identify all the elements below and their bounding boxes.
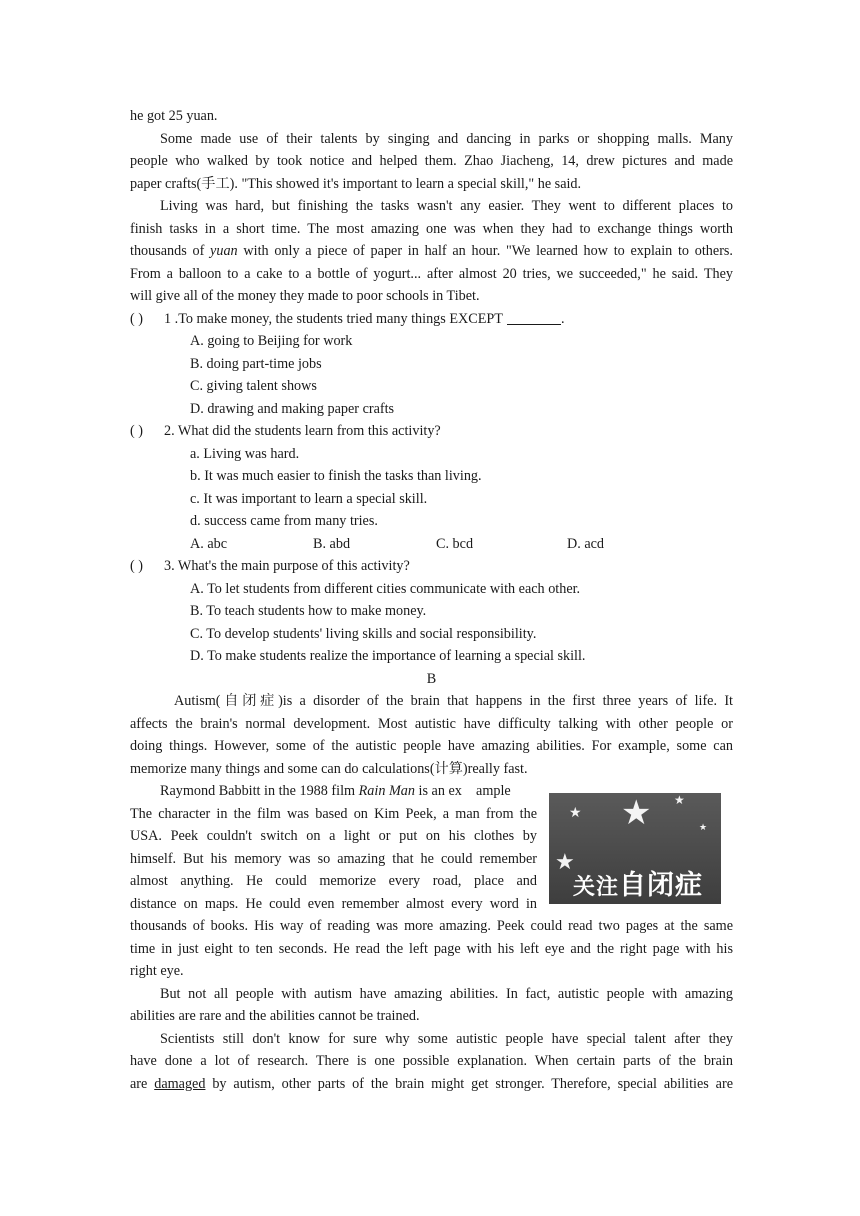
passage-b-line: time in just eight to ten seconds. He read the left page with his left eye and the right page with his <box>130 940 733 957</box>
passage-a-line: Living was hard, but finishing the tasks wasn't any easier. They went to different places to <box>160 198 733 214</box>
q3-option-a: A. To let students from different cities communicate with each other. <box>190 580 581 597</box>
passage-b-line: But not all people with autism have amazing abilities. In fact, autistic people with amazing <box>160 985 733 1002</box>
underlined-word: damaged <box>154 1075 206 1092</box>
passage-a-line: thousands of yuan with only a piece of paper in half an hour. "We learned how to explain to others. <box>130 243 733 259</box>
answer-blank-q1[interactable]: ( ) <box>130 310 143 327</box>
q1-option-a: A. going to Beijing for work <box>190 333 353 349</box>
q2-choice-b: B. abd <box>313 535 351 552</box>
q2-choices <box>130 533 733 556</box>
passage-a-line: he got 25 yuan. <box>130 108 218 124</box>
q2-statement-b: b. It was much easier to finish the tasks than living. <box>190 468 482 484</box>
star-icon: ★ <box>555 849 575 874</box>
q3-option-c: C. To develop students' living skills and social responsibility. <box>190 625 537 642</box>
passage-a-line: will give all of the money they made to poor schools in Tibet. <box>130 288 480 304</box>
passage-b-line: abilities are rare and the abilities cannot be trained. <box>130 1008 420 1024</box>
q3-option-d: D. To make students realize the importance of learning a special skill. <box>190 648 586 664</box>
passage-a-line: paper crafts(手工). "This showed it's important to learn a special skill," he said. <box>130 175 582 192</box>
q2-choice-c: C. bcd <box>436 535 474 552</box>
answer-blank-q2[interactable]: ( ) <box>130 423 143 439</box>
q1-option-c: C. giving talent shows <box>190 378 317 394</box>
passage-b-line: USA. Peek couldn't switch on a light or put on his clothes by <box>130 828 537 844</box>
q2-statement-c: c. It was important to learn a special skill. <box>190 490 428 507</box>
passage-b-line: himself. But his memory was so amazing that he could remember <box>130 850 537 867</box>
q1-option-b: B. doing part-time jobs <box>190 355 322 372</box>
star-icon: ★ <box>621 795 652 832</box>
q3-option-b: B. To teach students how to make money. <box>190 603 427 619</box>
fill-blank-line <box>507 310 561 325</box>
passage-b-line: doing things. However, some of the autistic people have amazing abilities. For example, some can <box>130 738 733 754</box>
passage-b-line: memorize many things and some can do calculations(计算)really fast. <box>130 760 528 777</box>
q2-statement-a: a. Living was hard. <box>190 445 300 462</box>
passage-b-line: are damaged by autism, other parts of the brain might get stronger. Therefore, special abilities are <box>130 1075 734 1092</box>
passage-b-line: Scientists still don't know for sure why some autistic people have special talent after they <box>160 1030 733 1047</box>
passage-b-line: have done a lot of research. There is one possible explanation. When certain parts of the brain <box>130 1053 733 1069</box>
question-2-stem: ( ) 2. What did the students learn from this activity? <box>130 420 733 443</box>
answer-blank-q3[interactable]: ( ) <box>130 558 143 574</box>
passage-b-line: thousands of books. His way of reading was more amazing. Peek could read two pages at the same <box>130 918 733 934</box>
passage-b-line: affects the brain's normal development. Most autistic have difficulty talking with other people or <box>130 715 733 732</box>
image-caption: 关注自闭症 <box>573 870 704 901</box>
passage-b-line: Raymond Babbitt in the 1988 film Rain Man is an ex ample <box>160 783 511 799</box>
passage-b-line: distance on maps. He could even remember almost every word in <box>130 895 537 912</box>
question-3-stem: ( ) 3. What's the main purpose of this activity? <box>130 555 733 578</box>
passage-a-line: Some made use of their talents by singing and dancing in parks or shopping malls. Many <box>160 130 733 147</box>
q2-statement-d: d. success came from many tries. <box>190 513 378 529</box>
q1-option-d: D. drawing and making paper crafts <box>190 400 395 417</box>
q2-choice-d: D. acd <box>567 535 605 552</box>
worksheet-page <box>130 105 733 1095</box>
star-icon: ★ <box>569 806 582 821</box>
star-icon: ★ <box>699 822 708 832</box>
passage-b-line: Autism(自闭症)is a disorder of the brain that happens in the first three years of life. It <box>174 693 733 709</box>
passage-b-line: almost anything. He could memorize every road, place and <box>130 873 537 889</box>
passage-b-line: The character in the film was based on Kim Peek, a man from the <box>130 805 537 822</box>
passage-a-line: From a balloon to a cake to a bottle of yogurt... after almost 20 tries, we succeeded," he said. They <box>130 265 733 282</box>
question-1-stem: ( ) 1 .To make money, the students tried many things EXCEPT . <box>130 308 733 331</box>
passage-b-heading: B <box>426 670 437 687</box>
passage-b-line: right eye. <box>130 963 184 979</box>
passage-a-line: finish tasks in a short time. The most amazing one was when they had to exchange things worth <box>130 220 733 237</box>
star-icon: ★ <box>674 793 685 807</box>
passage-a-line: people who walked by took notice and helped them. Zhao Jiacheng, 14, drew pictures and made <box>130 153 733 169</box>
q2-choice-a: A. abc <box>190 535 228 552</box>
autism-awareness-image <box>549 793 721 904</box>
